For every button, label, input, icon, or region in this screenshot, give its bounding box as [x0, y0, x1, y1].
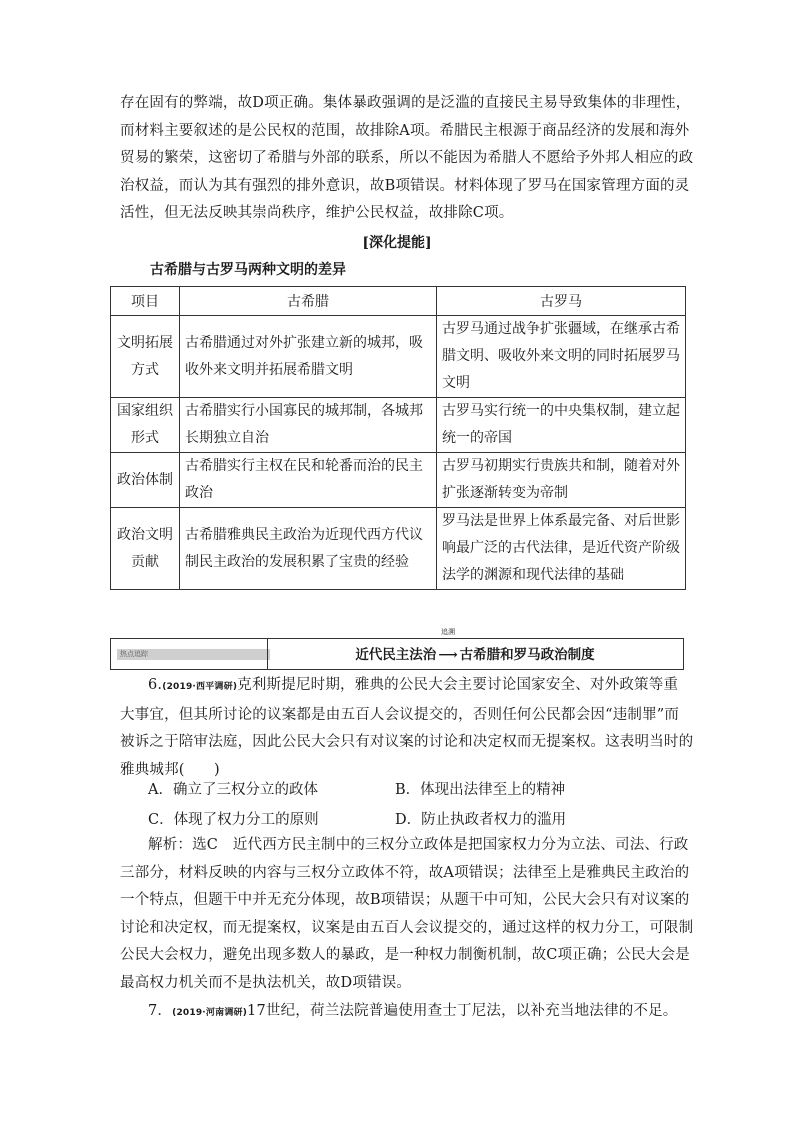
- row-greece: 古希腊通过对外扩张建立新的城邦，吸收外来文明并拓展希腊文明: [180, 316, 437, 398]
- intro-line: 贸易的繁荣，这密切了希腊与外部的联系，所以不能因为希腊人不愿给予外邦人相应的政: [120, 150, 694, 166]
- question-7: [120, 998, 680, 1028]
- row-rome: 古罗马通过战争扩张疆域，在继承古希腊文明、吸收外来文明的同时拓展罗马文明: [437, 316, 686, 398]
- q6-number: 6.: [148, 677, 163, 693]
- row-rome: 古罗马初期实行贵族共和制，随着对外扩张逐渐转变为帝制: [437, 453, 686, 508]
- header-rome: 古罗马: [437, 287, 686, 316]
- topic-arrow: [436, 628, 459, 671]
- analysis-line: 解析：选C 近代西方民主制中的三权分立政体是把国家权力分为立法、司法、行政: [148, 837, 689, 853]
- row-item: 文明拓展方式: [111, 316, 180, 398]
- row-item: 国家组织形式: [111, 398, 180, 453]
- topic-left: 近代民主法治: [355, 647, 437, 663]
- analysis-line: 最高权力机关而不是执法机关，故D项错误。: [120, 974, 412, 991]
- q6-line: 雅典城邦( ): [120, 761, 220, 778]
- q7-text: 17世纪，荷兰法院普遍使用查士丁尼法，以补充当地法律的不足。: [247, 1003, 678, 1019]
- row-rome: 古罗马实行统一的中央集权制，建立起统一的帝国: [437, 398, 686, 453]
- intro-line: 活性，但无法反映其崇尚秩序，维护公民权益，故排除C项。: [120, 205, 514, 221]
- intro-paragraph: [120, 90, 694, 228]
- row-greece: 古希腊实行小国寡民的城邦制，各城邦长期独立自治: [180, 398, 437, 453]
- question-6: [120, 672, 694, 784]
- q7-number: 7．: [148, 1003, 173, 1019]
- row-item: 政治文明贡献: [111, 508, 180, 590]
- intro-line: 存在固有的弊端，故D项正确。集体暴政强调的是泛滥的直接民主易导致集体的非理性，: [120, 95, 691, 111]
- q7-source: (2019·河南调研): [172, 1008, 248, 1018]
- topic-bar: [110, 628, 684, 670]
- q6-first-line: [120, 672, 680, 702]
- right-arrow-icon: ⟶: [438, 647, 458, 663]
- topic-tag: 热点追踪: [117, 649, 270, 660]
- analysis-line: 三部分，材料反映的内容与三权分立政体不符，故A项错误；法律至上是雅典民主政治的: [120, 864, 690, 881]
- option-d[interactable]: D．防止执政者权力的滥用: [395, 812, 567, 828]
- table-row: [111, 453, 686, 508]
- option-b[interactable]: B．体现出法律至上的精神: [395, 782, 566, 798]
- header-item: 项目: [111, 287, 180, 316]
- table-row: [111, 316, 686, 398]
- topic-right: 古希腊和罗马政治制度: [459, 647, 595, 663]
- row-greece: 古希腊实行主权在民和轮番而治的民主政治: [180, 453, 437, 508]
- q6-source: (2019·西平调研): [162, 682, 238, 692]
- q6-line: 大事宜，但其所讨论的议案都是由五百人会议提交的，否则任何公民都会因“违制罪”而: [120, 706, 680, 723]
- topic-title: [267, 628, 683, 669]
- intro-line: 治权益，而认为其有强烈的排外意识，故B项错误。材料体现了罗马在国家管理方面的灵: [120, 177, 690, 194]
- comparison-table: [110, 286, 686, 590]
- q6-line: 被诉之于陪审法庭，因此公民大会只有对议案的讨论和决定权而无提案权。这表明当时的: [120, 734, 694, 750]
- analysis-line: 一个特点，但题干中并无充分体现，故B项错误；从题干中可知，公民大会只有对议案的: [120, 892, 690, 908]
- table-header-row: [111, 287, 686, 316]
- table-title: 古希腊与古罗马两种文明的差异: [150, 262, 346, 278]
- table-row: [111, 398, 686, 453]
- q6-analysis: [120, 832, 694, 997]
- row-greece: 古希腊雅典民主政治为近现代西方代议制民主政治的发展积累了宝贵的经验: [180, 508, 437, 590]
- option-a[interactable]: A．确立了三权分立的政体: [148, 782, 318, 798]
- section-heading: [深化提能]: [362, 235, 432, 251]
- header-greece: 古希腊: [180, 287, 437, 316]
- row-rome: 罗马法是世界上体系最完备、对后世影响最广泛的古代法律，是近代资产阶级法学的渊源和现代法律的基础: [437, 508, 686, 590]
- table-row: [111, 508, 686, 590]
- option-c[interactable]: C．体现了权力分工的原则: [148, 812, 319, 828]
- q6-text: 克利斯提尼时期，雅典的公民大会主要讨论国家安全、对外政策等重: [237, 677, 679, 693]
- row-item: 政治体制: [111, 453, 180, 508]
- arrow-label: 追溯: [440, 628, 455, 636]
- analysis-line: 讨论和决定权，而无提案权，议案是由五百人会议提交的，通过这样的权力分工，可限制: [120, 919, 694, 936]
- q7-first-line: [120, 998, 680, 1028]
- analysis-line: 公民大会权力，避免出现多数人的暴政，是一种权力制衡机制，故C项正确；公民大会是: [120, 947, 690, 963]
- intro-line: 而材料主要叙述的是公民权的范围，故排除A项。希腊民主根源于商品经济的发展和海外: [120, 122, 690, 139]
